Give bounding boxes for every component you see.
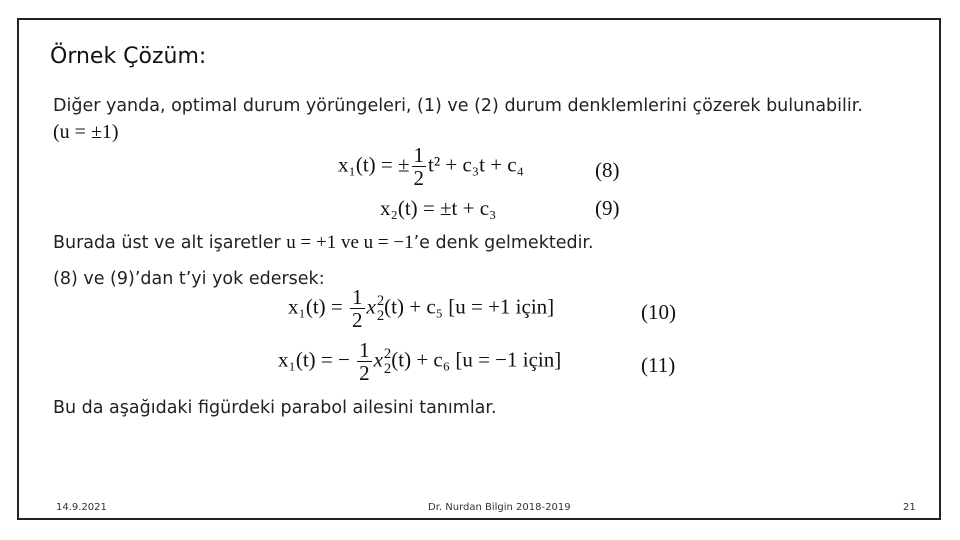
intro-line-1: Diğer yanda, optimal durum yörüngeleri, (1) ve (2) durum denklemlerini çözerek bulunabilir.: [53, 96, 863, 116]
eq10-frac-num: 1: [352, 285, 363, 309]
equation-9: x₂(t) = ±t + c₃: [380, 196, 497, 220]
eliminate-text: (8) ve (9)’dan t’yi yok edersek:: [53, 269, 325, 289]
eq11-frac-den: 2: [359, 361, 370, 386]
eq8-number: (8): [595, 158, 620, 182]
sign-note-suffix: ’e denk gelmektedir.: [413, 233, 594, 253]
eq10-frac-den: 2: [352, 308, 363, 333]
closing-text: Bu da aşağıdaki figürdeki parabol ailesini tanımlar.: [53, 398, 497, 418]
sign-note-math: u = +1 ve u = −1: [286, 232, 414, 253]
eq11-frac-num: 1: [359, 338, 370, 362]
footer-page-number: 21: [903, 502, 916, 513]
sign-note: [53, 232, 594, 254]
eq8-frac-num: 1: [413, 143, 425, 167]
eq10-lhs: x₁(t) =: [288, 294, 343, 319]
eq10-rhs: (t) + c₅ [u = +1 için]: [384, 294, 555, 319]
eq11-rhs: (t) + c₆ [u = −1 için]: [391, 347, 562, 372]
footer-author: Dr. Nurdan Bilgin 2018-2019: [428, 502, 571, 513]
sign-note-prefix: Burada üst ve alt işaretler: [53, 233, 281, 253]
eq8-frac-den: 2: [413, 166, 425, 191]
slide-title: Örnek Çözüm:: [50, 44, 207, 69]
equation-8: [338, 144, 524, 189]
eq9-number: (9): [595, 196, 620, 220]
eq8-rhs: t² + c₃t + c₄: [428, 152, 524, 177]
eq8-fraction: [412, 144, 427, 189]
equation-11: x₁(t) = − $\frac{1}{2}$ x 2 2 (t) + c₆ [u = −1 için]: [278, 338, 562, 386]
eq11-fraction: [357, 339, 372, 384]
footer-date: 14.9.2021: [56, 502, 107, 513]
eq10-number: (10): [641, 300, 676, 324]
eq11-number: (11): [641, 353, 676, 377]
eq11-lhs: x₁(t) = −: [278, 347, 350, 372]
eq8-lhs: x₁(t) = ±: [338, 152, 410, 177]
eq10-fraction: [350, 286, 365, 331]
equation-10: x₁(t) = $\frac{1}{2}$ x 2 2 (t) + c₅ [u = +1 için]: [288, 285, 555, 333]
intro-line-2: (u = ±1): [53, 121, 119, 143]
